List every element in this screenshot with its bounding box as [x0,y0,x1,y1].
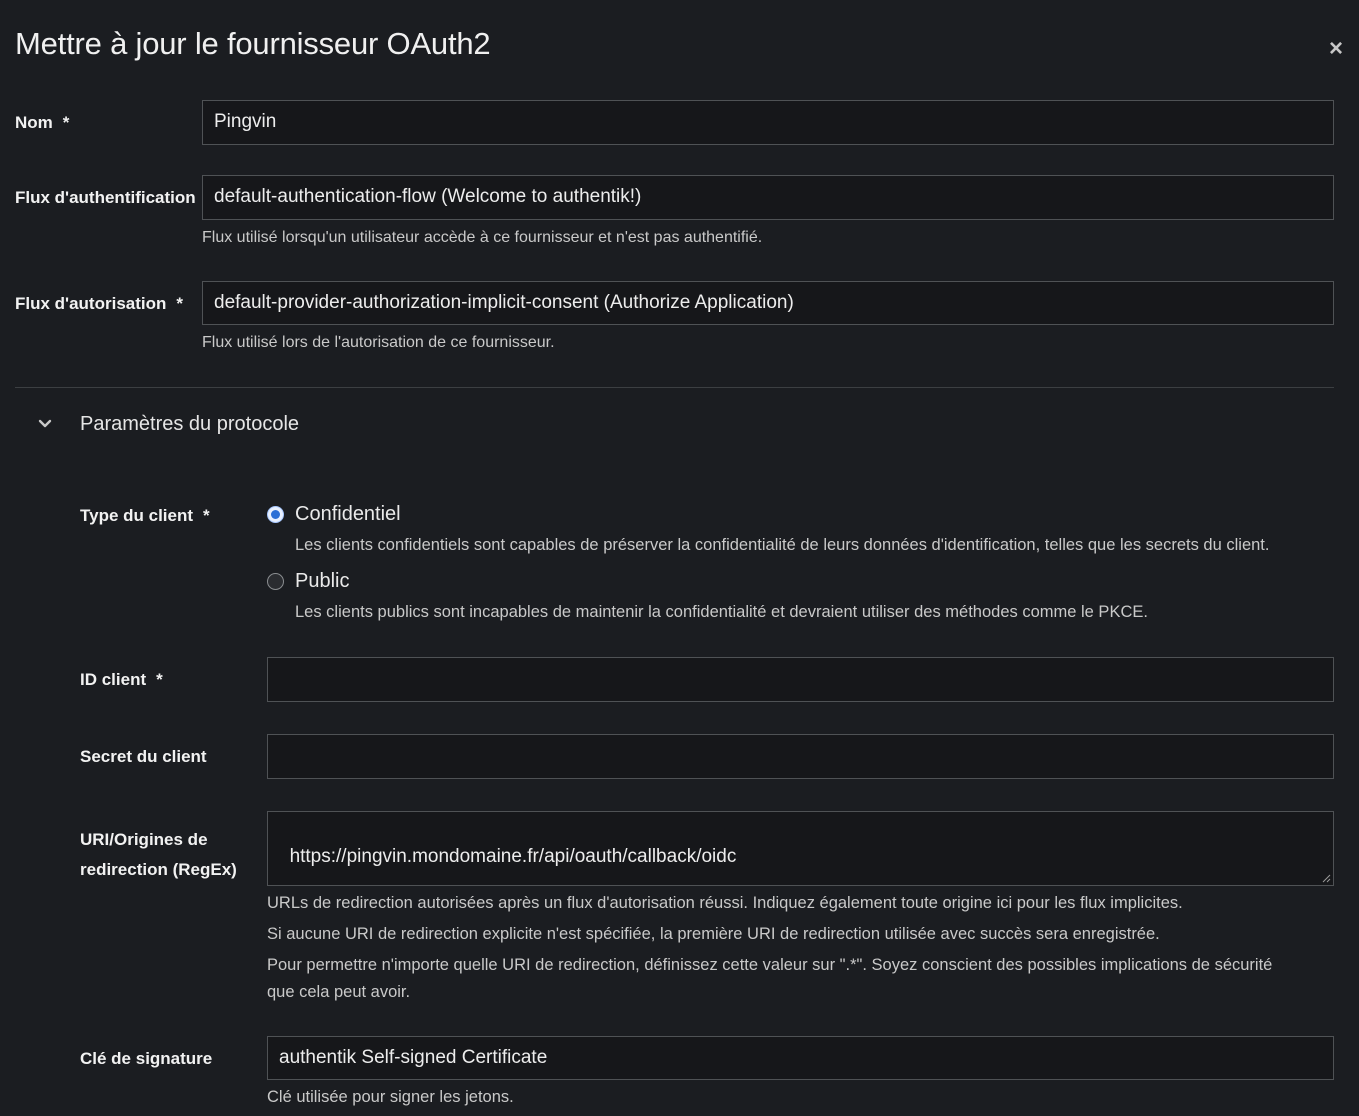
authorization-flow-label-text: Flux d'autorisation [15,294,167,313]
name-label-text: Nom [15,113,53,132]
auth-flow-select[interactable]: default-authentication-flow (Welcome to authentik!) [202,175,1334,220]
client-type-label [80,506,210,526]
required-mark: * [203,506,210,525]
client-secret-input[interactable] [267,734,1334,779]
confidential-radio-label[interactable]: Confidentiel [295,503,401,525]
name-label [15,113,69,133]
confidential-help: Les clients confidentiels sont capables de préserver la confidentialité de leurs données d'identification, telles que les secrets du client. [295,536,1270,554]
confidential-radio[interactable] [267,506,284,523]
redirect-help-3b: que cela peut avoir. [267,983,411,1001]
redirect-help-1: URLs de redirection autorisées après un flux d'autorisation réussi. Indiquez également toute origine ici pour les flux implicites. [267,894,1183,912]
close-icon[interactable]: × [1328,35,1343,62]
chevron-down-icon [36,415,54,433]
client-id-input[interactable] [267,657,1334,702]
public-help: Les clients publics sont incapables de maintenir la confidentialité et devraient utiliser des méthodes comme le PKCE. [295,603,1148,621]
redirect-help-3a: Pour permettre n'importe quelle URI de redirection, définissez cette valeur sur ".*". Soyez conscient des possibles implications de sécurité [267,956,1273,974]
client-id-label-text: ID client [80,670,147,689]
authorization-flow-label [15,294,183,314]
resize-handle-icon[interactable] [1321,873,1331,883]
auth-flow-help: Flux utilisé lorsqu'un utilisateur accède à ce fournisseur et n'est pas authentifié. [202,229,763,246]
redirect-uris-value: https://pingvin.mondomaine.fr/api/oauth/callback/oidc [289,845,737,867]
signing-key-label: Clé de signature [80,1049,213,1068]
required-mark: * [176,294,184,313]
section-divider [15,387,1334,388]
public-radio[interactable] [267,573,284,590]
redirect-uris-label [80,825,237,885]
auth-flow-label: Flux d'authentification [15,188,196,207]
authorization-flow-select[interactable]: default-provider-authorization-implicit-consent (Authorize Application) [202,281,1334,325]
redirect-uris-label-line2: redirection (RegEx) [80,860,237,879]
signing-key-help: Clé utilisée pour signer les jetons. [267,1088,514,1106]
client-secret-label: Secret du client [80,747,207,766]
authorization-flow-help: Flux utilisé lors de l'autorisation de ce fournisseur. [202,334,555,351]
signing-key-select[interactable]: authentik Self-signed Certificate [267,1036,1334,1080]
required-mark: * [62,113,70,132]
name-input[interactable]: Pingvin [202,100,1334,145]
required-mark: * [156,670,163,689]
redirect-uris-textarea[interactable] [267,811,1334,886]
protocol-settings-toggle[interactable] [36,412,306,436]
redirect-help-2: Si aucune URI de redirection explicite n'est spécifiée, la première URI de redirection utilisée avec succès sera enregistrée. [267,925,1160,943]
client-id-label [80,670,163,690]
public-radio-label[interactable]: Public [295,570,350,592]
modal-title: Mettre à jour le fournisseur OAuth2 [15,26,491,61]
redirect-uris-label-line1: URI/Origines de [80,830,208,849]
protocol-settings-title: Paramètres du protocole [80,412,300,435]
client-type-label-text: Type du client [80,506,194,525]
